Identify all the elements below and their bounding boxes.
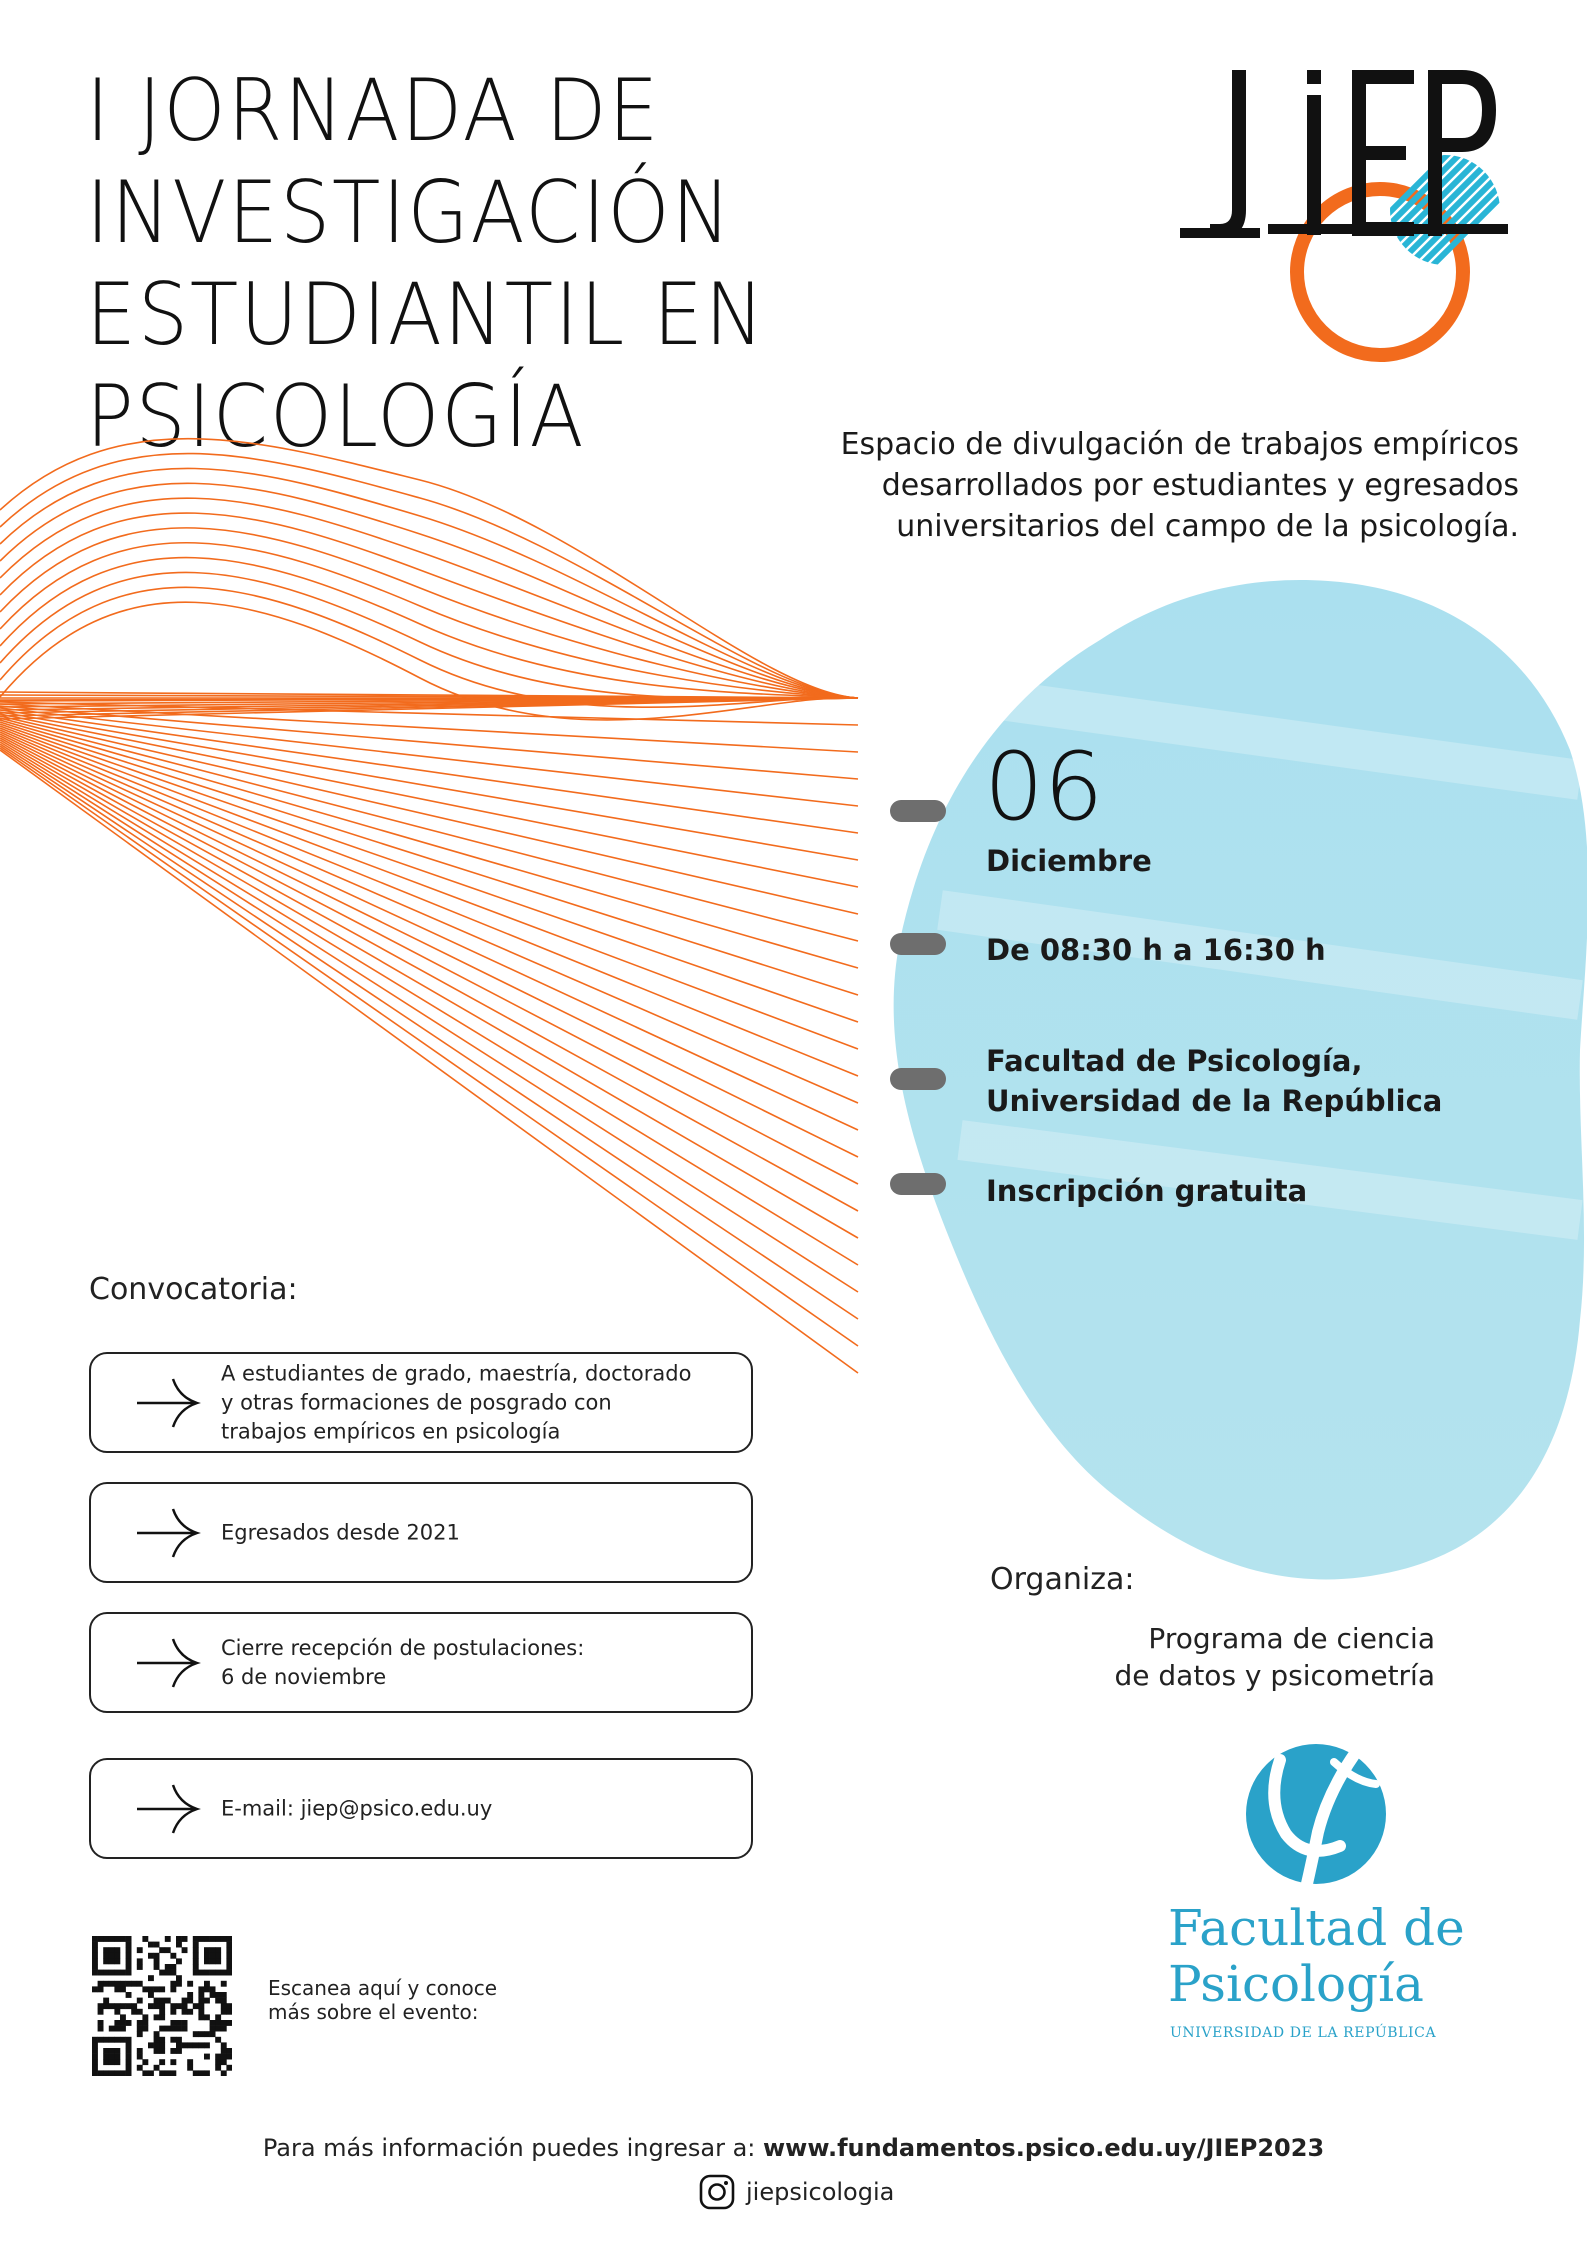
convocatoria-card-students bbox=[89, 1352, 753, 1453]
qr-caption bbox=[268, 1976, 497, 2024]
title-line-3: ESTUDIANTIL EN bbox=[86, 265, 766, 365]
faculty-line-2: Psicología bbox=[1168, 1955, 1424, 2013]
arrow-right-icon bbox=[133, 1373, 203, 1433]
card-text bbox=[221, 1518, 741, 1547]
footer-url-link[interactable]: www.fundamentos.psico.edu.uy/JIEP2023 bbox=[763, 2134, 1325, 2162]
place-line-1: Facultad de Psicología, bbox=[986, 1044, 1363, 1078]
faculty-subtitle: UNIVERSIDAD DE LA REPÚBLICA bbox=[1170, 2025, 1437, 2041]
card-text-line: Egresados desde 2021 bbox=[221, 1520, 460, 1544]
title-line-2: INVESTIGACIÓN bbox=[86, 163, 733, 263]
qr-code[interactable] bbox=[92, 1936, 232, 2076]
instagram-handle[interactable] bbox=[698, 2172, 894, 2212]
convocatoria-card-deadline bbox=[89, 1612, 753, 1713]
title-line-4: PSICOLOGÍA bbox=[86, 367, 586, 467]
card-text bbox=[221, 1359, 741, 1446]
arrow-right-icon bbox=[133, 1503, 203, 1563]
event-description bbox=[759, 424, 1519, 547]
card-text-line: y otras formaciones de posgrado con bbox=[221, 1390, 612, 1414]
bullet-date bbox=[890, 800, 946, 822]
card-text bbox=[221, 1634, 741, 1692]
card-text-line: trabajos empíricos en psicología bbox=[221, 1419, 561, 1443]
instagram-text: jiepsicologia bbox=[746, 2178, 895, 2206]
event-registration: Inscripción gratuita bbox=[986, 1174, 1308, 1208]
description-line: universitarios del campo de la psicología. bbox=[896, 509, 1519, 544]
event-month: Diciembre bbox=[986, 844, 1152, 878]
description-line: Espacio de divulgación de trabajos empíricos bbox=[840, 427, 1519, 462]
footer-prefix: Para más información puedes ingresar a: bbox=[262, 2134, 763, 2162]
instagram-icon bbox=[698, 2173, 736, 2211]
program-line-1: Programa de ciencia bbox=[1148, 1622, 1435, 1655]
card-text bbox=[221, 1794, 741, 1823]
convocatoria-label: Convocatoria: bbox=[89, 1272, 298, 1307]
card-text-line: Cierre recepción de postulaciones: bbox=[221, 1635, 585, 1660]
qr-caption-line: más sobre el evento: bbox=[268, 2000, 479, 2024]
convocatoria-card-graduates bbox=[89, 1482, 753, 1583]
faculty-line-1: Facultad de bbox=[1168, 1899, 1465, 1957]
event-place bbox=[986, 1041, 1442, 1121]
jiep-logo bbox=[1180, 60, 1510, 370]
organizer-program bbox=[1115, 1620, 1436, 1694]
bullet-place bbox=[890, 1068, 946, 1090]
email-text[interactable]: E-mail: jiep@psico.edu.uy bbox=[221, 1796, 493, 1820]
organiza-label: Organiza: bbox=[990, 1562, 1135, 1597]
description-line: desarrollados por estudiantes y egresados bbox=[881, 468, 1519, 503]
convocatoria-card-email bbox=[89, 1758, 753, 1859]
card-text-line: A estudiantes de grado, maestría, doctorado bbox=[221, 1361, 692, 1385]
program-line-2: de datos y psicometría bbox=[1114, 1659, 1435, 1692]
footer-info bbox=[0, 2134, 1587, 2162]
bullet-registration bbox=[890, 1173, 946, 1195]
arrow-right-icon bbox=[133, 1633, 203, 1693]
event-title bbox=[86, 60, 766, 468]
psi-logo-icon bbox=[1236, 1742, 1396, 1892]
place-line-2: Universidad de la República bbox=[986, 1084, 1443, 1118]
arrow-right-icon bbox=[133, 1779, 203, 1839]
event-time: De 08:30 h a 16:30 h bbox=[986, 933, 1326, 967]
qr-caption-line: Escanea aquí y conoce bbox=[268, 1976, 498, 2000]
card-text-line: 6 de noviembre bbox=[221, 1664, 387, 1689]
event-day: 06 bbox=[984, 733, 1104, 842]
faculty-name bbox=[1168, 1900, 1465, 2012]
title-line-1: I JORNADA DE bbox=[86, 61, 661, 161]
bullet-time bbox=[890, 933, 946, 955]
